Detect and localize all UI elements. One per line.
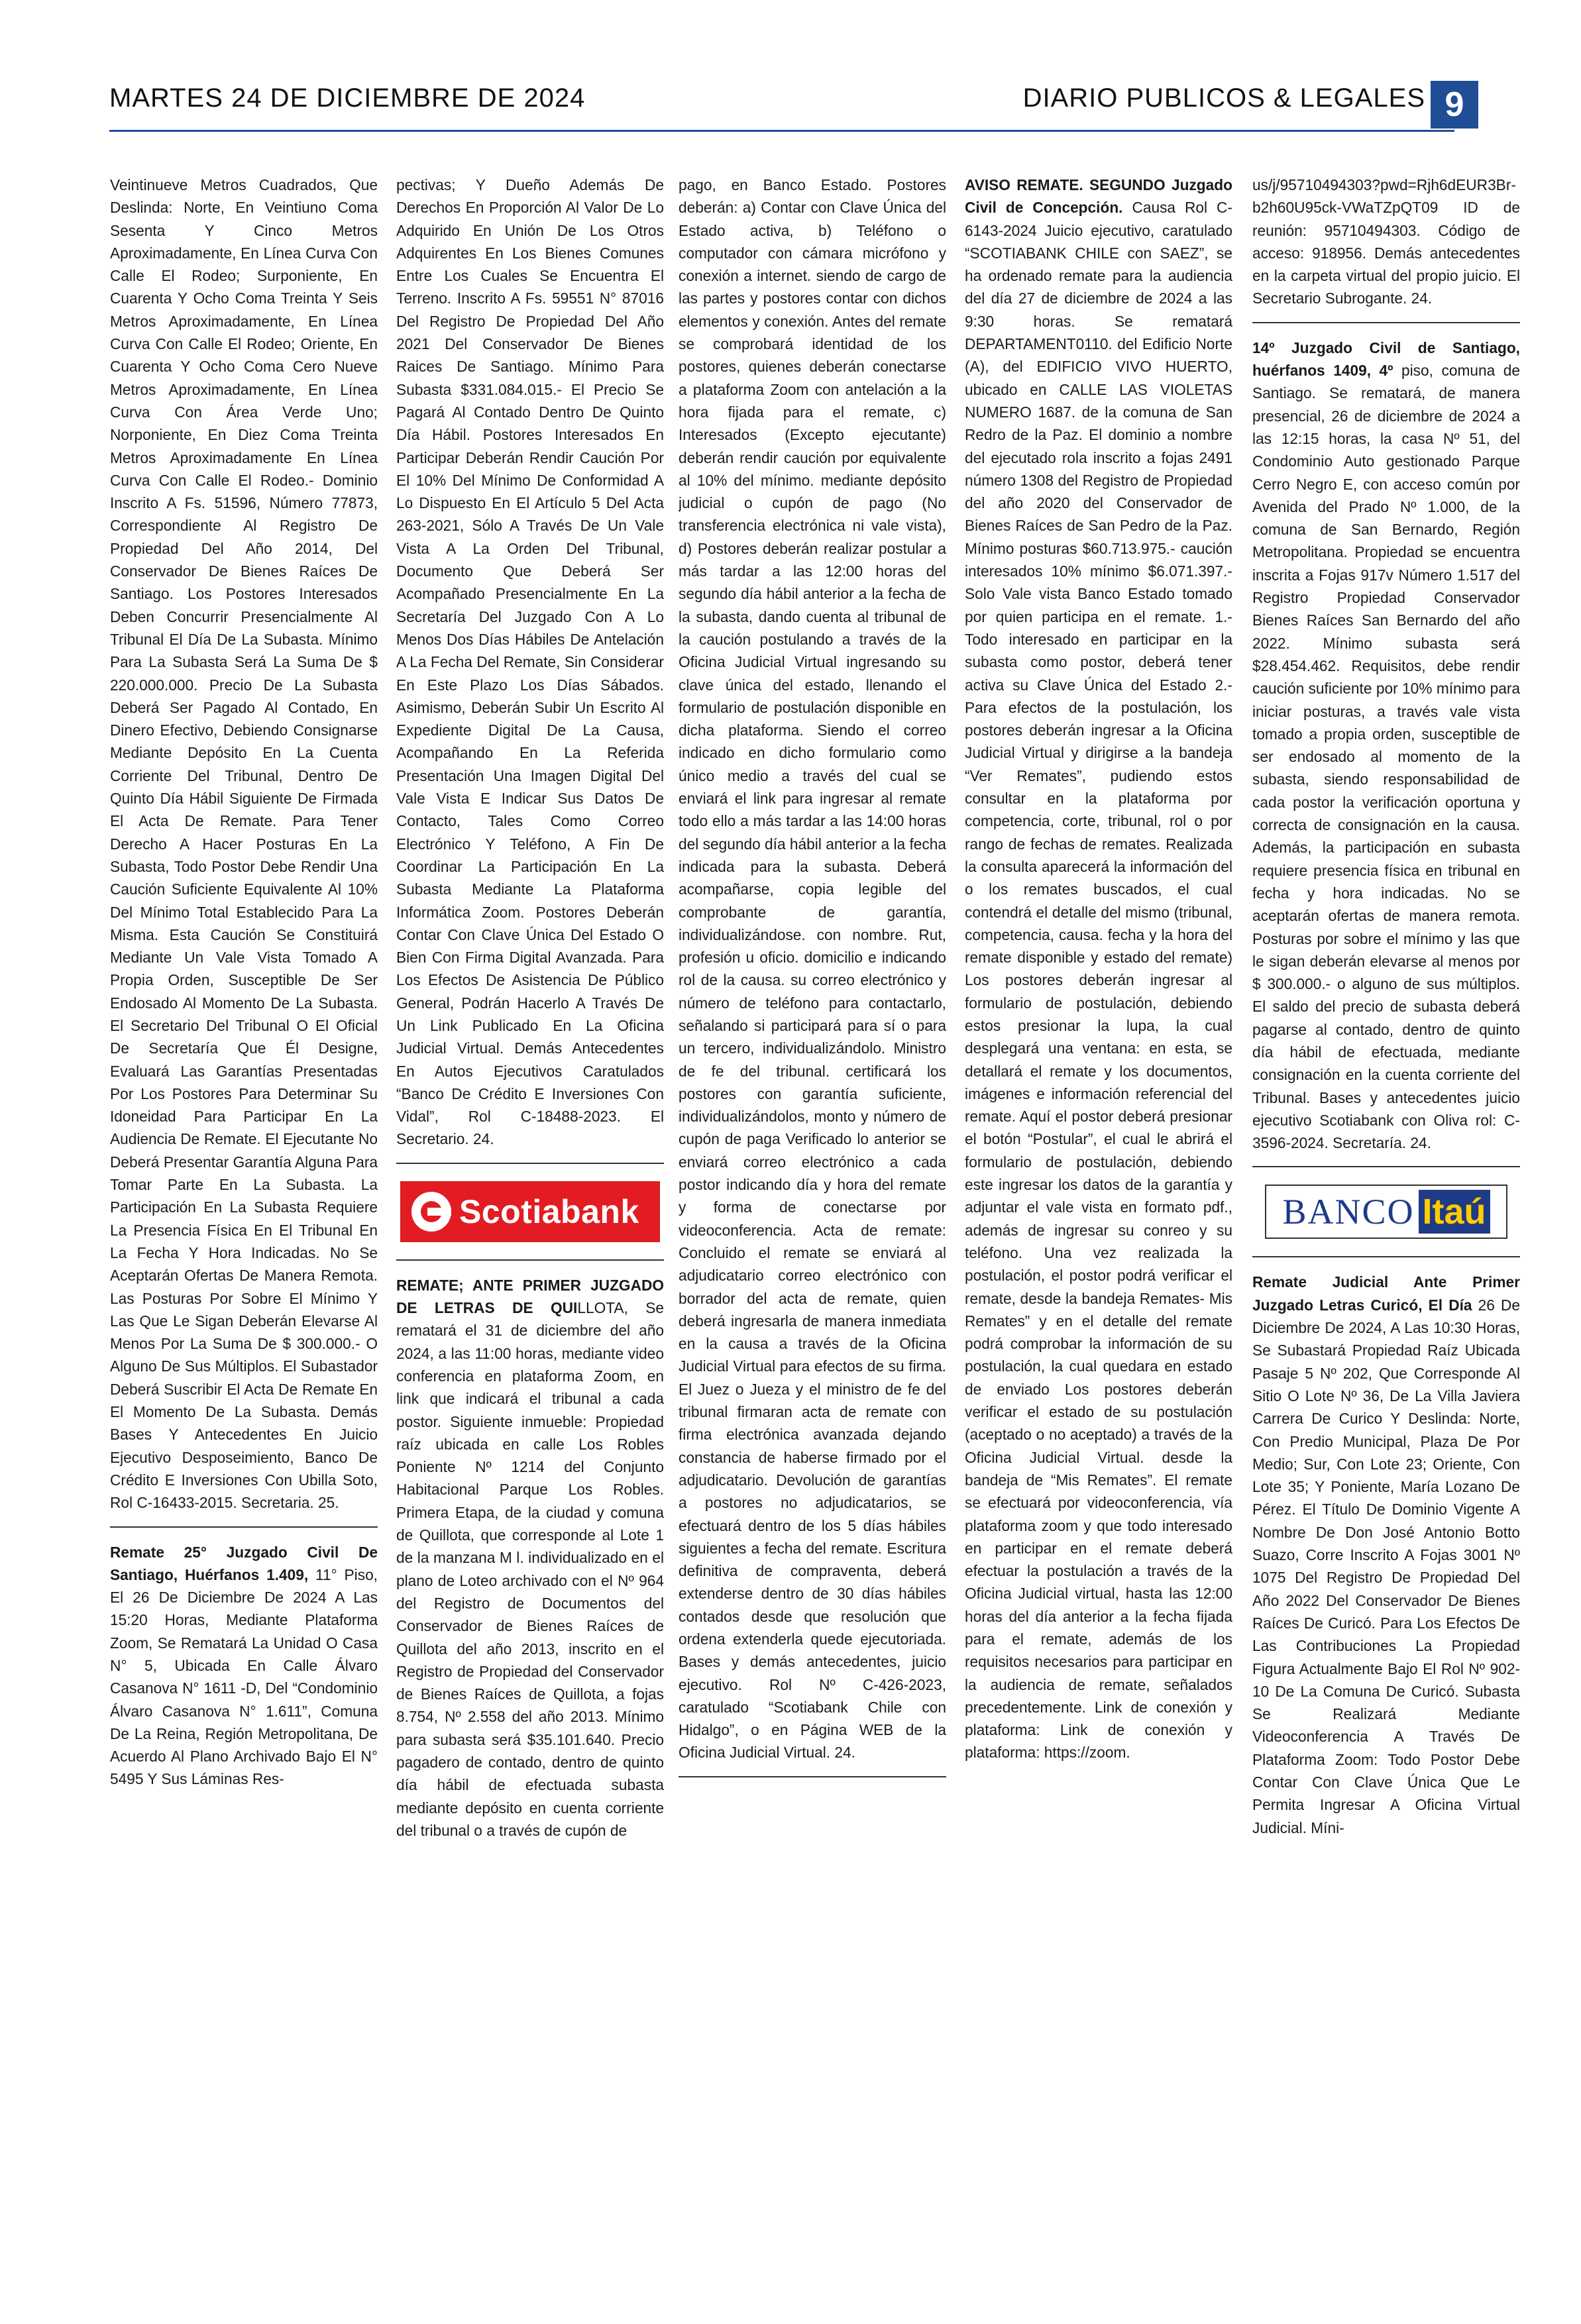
header-rule bbox=[109, 130, 1454, 132]
notice-text: us/j/95710494303?pwd=Rjh6dEUR3Br-b2h60U95ck-VWaTZpQT09 ID de reunión: 95710494303. Código de acceso: 918956. Demás antecedentes en la carpeta virtual del propio juicio. El Secretario Subrogante. 24. bbox=[1252, 176, 1520, 307]
notice-divider bbox=[1252, 1166, 1520, 1167]
page-number-badge: 9 bbox=[1431, 81, 1478, 129]
notice-text: LLOTA, Se rematará el 31 de diciembre del año 2024, a las 11:00 horas, mediante video conferencia en plataforma Zoom, en link que indicará el tribunal a cada postor. Siguiente inmueble: Propiedad raíz ubicada en calle Los Robles Poniente Nº 1214 del Conjunto Habitacional Parque Los Robles. Primera Etapa, de la ciudad y comuna de Quillota, que corresponde al Lote 1 de la manzana M l. individualizado en el plano de Loteo archivado con el Nº 964 del Registro de Documentos del Conservador de Bienes Raíces de Quillota del año 2013, inscrito en el Registro de Propiedad del Conservador de Bienes Raíces de Quillota, a fojas 8.754, Nº 2.558 del año 2013. Mínimo para subasta será $35.101.640. Precio pagadero de contado, dentro de quinto día hábil de efectuada subasta mediante depósito en cuenta corriente del tribunal o a través de cupón de bbox=[396, 1299, 664, 1839]
column-5 bbox=[1252, 174, 1520, 2307]
notice-divider bbox=[1252, 1256, 1520, 1257]
notice-text: 26 De Diciembre De 2024, A Las 10:30 Horas, Se Subastará Propiedad Raíz Ubicada Pasaje 5 Nº 202, Que Corresponde Al Sitio O Lote Nº 36, De La Villa Javiera Carrera De Curico Y Deslinda: Norte, Con Predio Municipal, Plaza De Por Medio; Sur, Con Lote 23; Oriente, Con Lote 35; Y Poniente, María Lozano De Pérez. El Título De Dominio Vigente A Nombre De Don José Antonio Botto Suazo, Corre Inscrito A Fojas 3001 Nº 1075 Del Registro De Propiedad Del Año 2022 Del Conservador De Bienes Raíces De Curicó. Para Los Efectos De Las Contribuciones La Propiedad Figura Actualmente Bajo El Rol Nº 902-10 De La Comuna De Curicó. Subasta Se Realizará Mediante Videoconferencia A Través De Plataforma Zoom: Todo Postor Debe Contar Con Clave Única Que Le Permita Ingresar A Oficina Virtual Judicial. Míni- bbox=[1252, 1296, 1520, 1836]
page-header bbox=[109, 81, 1505, 131]
scotiabank-logo bbox=[400, 1181, 660, 1242]
publication-name: DIARIO PUBLICOS & LEGALES bbox=[1022, 83, 1425, 113]
notice bbox=[396, 1274, 664, 1842]
notice-heading: Remate Judicial Ante Primer Juzgado Letras Curicó, El Día bbox=[1252, 1273, 1520, 1314]
notice bbox=[1252, 337, 1520, 1155]
notice-text: 11° Piso, El 26 De Diciembre De 2024 A Las 15:20 Horas, Mediante Plataforma Zoom, Se Rematará La Unidad O Casa N° 5, Ubicada En Calle Álvaro Casanova N° 1611 -D, Del “Condominio Álvaro Casanova N° 1.611”, Comuna De La Reina, Región Metropolitana, De Acuerdo Al Plano Archivado Bajo El N° 5495 Y Sus Láminas Res- bbox=[110, 1565, 378, 1788]
notice-divider bbox=[679, 1776, 946, 1777]
column-2 bbox=[396, 174, 664, 2307]
notice bbox=[965, 174, 1232, 1764]
notice-text: Veintinueve Metros Cuadrados, Que Deslinda: Norte, En Veintiuno Coma Sesenta Y Cinco Metros Aproximadamente, En Línea Curva Con Calle El Rodeo; Surponiente, En Cuarenta Y Ocho Coma Treinta Y Seis Metros Aproximadamente, En Línea Curva Con Calle El Rodeo; Oriente, En Cuarenta Y Ocho Coma Cero Nueve Metros Aproximadamente, En Línea Curva Con Área Verde Uno; Norponiente, En Diez Coma Treinta Metros Aproximadamente En Línea Curva Con Calle El Rodeo.- Dominio Inscrito A Fs. 51596, Número 77873, Correspondiente Al Registro De Propiedad Del Año 2014, Del Conservador De Bienes Raíces De Santiago. Los Postores Interesados Deben Concurrir Presencialmente Al Tribunal El Día De La Subasta. Mínimo Para La Subasta Será La Suma De $ 220.000.000. Precio De La Subasta Deberá Ser Pagado Al Contado, En Dinero Efectivo, Debiendo Consignarse Mediante Depósito En La Cuenta Corriente Del Tribunal, Dentro De Quinto Día Hábil Siguiente De Firmada El Acta De Remate. Para Tener Derecho A Hacer Posturas En La Subasta, Todo Postor Debe Rendir Una Caución Suficiente Equivalente Al 10% Del Mínimo Total Establecido Para La Misma. Esta Caución Se Constituirá Mediante Un Vale Vista Tomado A Propia Orden, Susceptible De Ser Endosado Al Momento De La Subasta. El Secretario Del Tribunal O El Oficial De Secretaría Que Él Designe, Evaluará Las Garantías Presentadas Por Los Postores Para Determinar Su Idoneidad Para Participar En La Audiencia De Remate. El Ejecutante No Deberá Presentar Garantía Alguna Para Tomar Parte En La Subasta. La Participación En La Subasta Requiere La Presencia Física En El Tribunal En La Fecha Y Hora Indicadas. No Se Aceptarán Ofertas De Manera Remota. Las Posturas Por Sobre El Mínimo Y Las Que Le Sigan Deberán Elevarse Al Menos Por La Suma De $ 300.000.- O Alguno De Sus Múltiplos. El Subastador Deberá Suscribir El Acta De Remate En El Momento De La Subasta. Demás Bases Y Antecedentes En Juicio Ejecutivo Desposeimiento, Banco De Crédito E Inversiones Con Ubilla Soto, Rol C-16433-2015. Secretaria. 25. bbox=[110, 176, 378, 1512]
notice-divider bbox=[396, 1259, 664, 1261]
notice-heading: Remate 25° Juzgado Civil De Santiago, Huérfanos 1.409, bbox=[110, 1543, 378, 1583]
header-date: MARTES 24 DE DICIEMBRE DE 2024 bbox=[109, 83, 586, 113]
column-1 bbox=[110, 174, 378, 2307]
scotiabank-mark-icon bbox=[411, 1192, 451, 1232]
notice-text: pago, en Banco Estado. Postores deberán: a) Contar con Clave Única del Estado activa, b) Teléfono o computador con cámara micrófono y conexión a internet. siendo de cargo de las partes y postores contar con dichos elementos y conexión. Antes del remate se comprobará identidad de los postores, quienes deberán conectarse a plataforma Zoom con antelación a la hora fijada para el remate, c) Interesados (Excepto ejecutante) deberán rendir caución por equivalente al 10% del mínimo. mediante depósito judicial o cupón de pago (No transferencia electrónica ni vale vista), d) Postores deberán realizar postular a más tardar a las 12:00 horas del segundo día hábil anterior a la fecha de la subasta, dando cuenta al tribunal de la caución postulando a través de la Oficina Judicial Virtual ingresando su clave única del estado, llenando el formulario de postulación disponible en dicha plataforma. Siendo el correo indicado en dicho formulario como único medio a través del cual se enviará el link para ingresar al remate todo ello a más tardar a las 14:00 horas del segundo día hábil anterior a la fecha indicada para la subasta. Deberá acompañarse, copia legible del comprobante de garantía, individualizándose. con nombre. Rut, profesión u oficio. domicilio e indicando rol de la causa. su correo electrónico y número de teléfono para contactarlo, señalando si participará para sí o para un tercero, individualizándolo. Ministro de fe del tribunal. certificará los postores con garantía suficiente, individualizándolos, monto y número de cupón de paga Verificado lo anterior se enviará correo electrónico a cada postor indicando día y hora del remate y forma de conectarse por videoconferencia. Acta de remate: Concluido el remate se enviará al adjudicatario correo electrónico con borrador del acta de remate, quien deberá ingresarla de manera inmediata en la causa a través de la Oficina Judicial Virtual para efectos de su firma. El Juez o Jueza y el ministro de fe del tribunal firmaran acta de remate con firma electrónica avanzada dejando constancia de haberse firmado por el adjudicatario. Devolución de garantías a postores no adjudicatarios, se efectuará dentro de los 5 días hábiles siguientes a fecha del remate. Escritura definitiva de compraventa, deberá extenderse dentro de 30 días hábiles contados desde que resolución que ordena extenderla quede ejecutoriada. Bases y demás antecedentes, juicio ejecutivo. Rol Nº C-426-2023, caratulado “Scotiabank Chile con Hidalgo”, o en Página WEB de la Oficina Judicial Virtual. 24. bbox=[679, 176, 946, 1762]
notice-heading: REMATE; ANTE PRIMER JUZGADO DE LETRAS DE QUI bbox=[396, 1276, 664, 1317]
banco-word: BANCO bbox=[1282, 1192, 1415, 1232]
column-4 bbox=[965, 174, 1232, 2307]
banco-itau-logo bbox=[1265, 1185, 1507, 1239]
notice-divider bbox=[110, 1526, 378, 1528]
column-3 bbox=[679, 174, 946, 2307]
notice-text: Causa Rol C-6143-2024 Juicio ejecutivo, caratulado “SCOTIABANK CHILE con SAEZ”, se ha ordenado remate para la audiencia del día 27 de diciembre de 2024 a las 9:30 horas. Se rematará DEPARTAMENT0110. del Edificio Norte (A), del EDIFICIO VIVO HUERTO, ubicado en CALLE LAS VIOLETAS NUMERO 1687. de la comuna de San Redro de la Paz. El dominio a nombre del ejecutado rola inscrito a fojas 2491 número 1308 del Registro de Propiedad del año 2020 del Conservador de Bienes Raíces de San Pedro de la Paz. Mínimo posturas $60.713.975.- caución interesados 10% mínimo $6.071.397.- Solo Vale vista Banco Estado tomado por quien participa en el remate. 1.- Todo interesado en participar en la subasta como postor, deberá tener activa su Clave Única del Estado 2.- Para efectos de la postulación, los postores deberán ingresar a la Oficina Judicial Virtual y dirigirse a la bandeja “Ver Remates”, pudiendo estos consultar en la plataforma por competencia, corte, tribunal, rol o por rango de fechas de remates. Realizada la consulta aparecerá la información del o los remates buscados, el cual contendrá el detalle del mismo (tribunal, competencia, causa. fecha y la hora del remate disponible y estado del remate) Los postores deberán ingresar al formulario de postulación, debiendo estos presionar la lupa, la cual desplegará una ventana: en esta, se detallará el remate y los documentos, imágenes e información referencial del remate. Aquí el postor deberá presionar el botón “Postular”, el cual le abrirá el formulario de postulación, debiendo este ingresar los datos de la garantía y adjuntar el vale vista en formato pdf., además de ingresar su conreo y su teléfono. Una vez realizada la postulación, el postor podrá verificar el remate, desde la bandeja Remates- Mis Remates” y en el detalle del remate podrá comprobar la información de su postulación, la cual quedara en estado de enviado Los postores deberán verificar el estado de su postulación (aceptado o no aceptado) a través de la Oficina Judicial Virtual. desde la bandeja de “Mis Remates”. El remate se efectuará por videoconferencia, vía plataforma zoom y que todo interesado en participar en el remate deberá efectuar la postulación a través de la Oficina Judicial virtual, hasta las 12:00 horas del día anterior a la fecha fijada para el remate, además de los requisitos necesarios para participar en la audiencia de remate, señalados precedentemente. Link de conexión y plataforma: Link de conexión y plataforma: https://zoom. bbox=[965, 199, 1232, 1762]
notice-heading: 14º Juzgado Civil de Santiago, huérfanos 1409, 4º bbox=[1252, 339, 1520, 380]
notice-divider bbox=[396, 1163, 664, 1164]
itau-word: Itaú bbox=[1419, 1190, 1490, 1234]
notice-heading: AVISO REMATE. SEGUNDO Juzgado Civil de Concepción. bbox=[965, 176, 1232, 217]
notice bbox=[110, 1541, 378, 1791]
notice bbox=[1252, 1271, 1520, 1838]
notice-text: pectivas; Y Dueño Además De Derechos En Proporción Al Valor De Lo Adquirido En Unión De Los Otros Adquirentes En Los Bienes Comunes Entre Los Cuales Se Encuentra El Terreno. Inscrito A Fs. 59551 N° 87016 Del Registro De Propiedad Del Año 2021 Del Conservador De Bienes Raices De Santiago. Mínimo Para Subasta $331.084.015.- El Precio Se Pagará Al Contado Dentro De Quinto Día Hábil. Postores Interesados En Participar Deberán Rendir Caución Por El 10% Del Mínimo De Conformidad A Lo Dispuesto En El Artículo 5 Del Acta 263-2021, Sólo A Través De Un Vale Vista A La Orden Del Tribunal, Documento Que Deberá Ser Acompañado Presencialmente En La Secretaría Del Juzgado Con A Lo Menos Dos Días Hábiles De Antelación A La Fecha Del Remate, Sin Considerar En Este Plazo Los Días Sábados. Asimismo, Deberán Subir Un Escrito Al Expediente Digital De La Causa, Acompañando En La Referida Presentación Una Imagen Digital Del Vale Vista E Indicar Sus Datos De Contacto, Tales Como Correo Electrónico Y Teléfono, A Fin De Coordinar La Participación En La Subasta Mediante La Plataforma Informática Zoom. Postores Deberán Contar Con Clave Única Del Estado O Bien Con Firma Digital Avanzada. Para Los Efectos De Asistencia De Público General, Podrán Hacerlo A Través De Un Link Publicado En La Oficina Judicial Virtual. Demás Antecedentes En Autos Ejecutivos Caratulados “Banco De Crédito E Inversiones Con Vidal”, Rol C-18488-2023. El Secretario. 24. bbox=[396, 176, 664, 1148]
notice-text: piso, comuna de Santiago. Se rematará, de manera presencial, 26 de diciembre de 2024 a las 12:15 horas, la casa Nº 51, del Condominio Auto gestionado Parque Cerro Negro E, con acceso común por Avenida del Prado Nº 1.000, de la comuna de San Bernardo, Región Metropolitana. Propiedad se encuentra inscrita a Fojas 917v Número 1.517 del Registro Propiedad Conservador Bienes Raíces San Bernardo del año 2022. Mínimo subasta será $28.454.462. Requisitos, debe rendir caución suficiente por 10% mínimo para iniciar posturas, a través vale vista tomado a propia orden, susceptible de ser endosado al momento de la subasta, siendo responsabilidad de cada postor la verificación oportuna y correcta de consignación en la causa. Además, la participación en subasta requiere presencia física en tribunal en fecha y hora indicadas. No se aceptarán ofertas de manera remota. Posturas por sobre el mínimo y las que le sigan deberán elevarse al menos por $ 300.000.- o alguno de sus múltiplos. El saldo del precio de subasta deberá pagarse al contado, dentro de quinto día hábil de efectuada, mediante consignación en la cuenta corriente del Tribunal. Bases y antecedentes juicio ejecutivo Scotiabank con Oliva rol: C-3596-2024. Secretaría. 24. bbox=[1252, 362, 1520, 1152]
notice-divider bbox=[1252, 322, 1520, 323]
scotiabank-wordmark: Scotiabank bbox=[459, 1192, 639, 1230]
